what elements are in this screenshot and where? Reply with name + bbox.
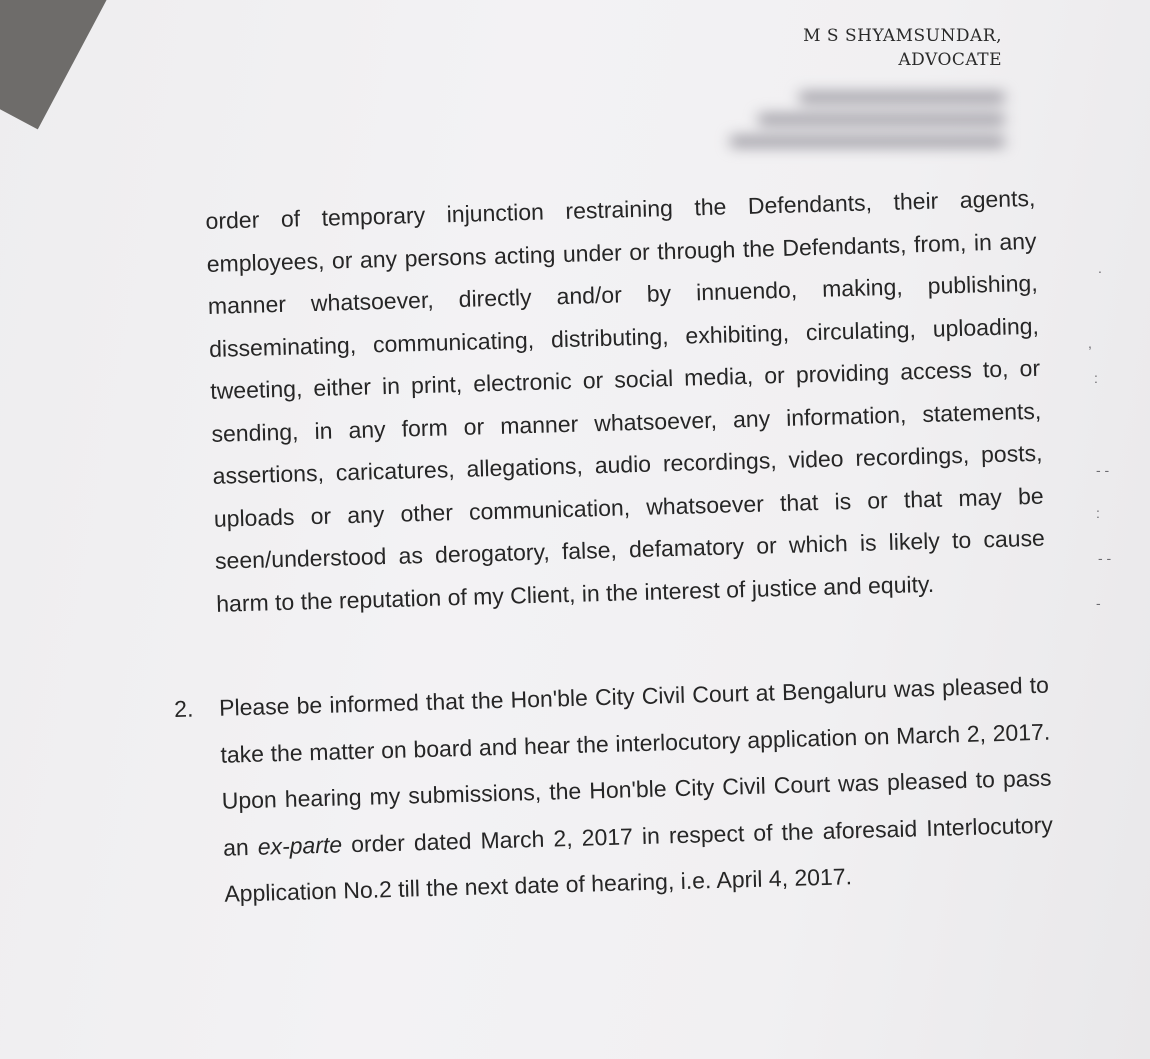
letterhead — [803, 24, 1002, 72]
page-corner-shadow — [0, 0, 108, 129]
paragraph-number: 2. — [173, 695, 194, 723]
paragraph-continued: order of temporary injunction restraining the Defendants, their agents, employees, or any persons acting under or through the Defendants, from, in any manner whatsoever, directly and/or by innuendo, making, publishing, disseminating, communicating, distributing, exhibiting, circulating, uploading, tweeting, either in print, electronic or social media, or providing access to, or sending, in any form or manner whatsoever, any information, statements, assertions, caricatures, allegations, audio recordings, video recordings, posts, uploads or any other communication, whatsoever that is or that may be seen/understood as derogatory, false, defamatory or which is likely to cause harm to the reputation of my Client, in the interest of justice and equity. — [205, 184, 1046, 617]
document-page: M S SHYAMSUNDAR, ADVOCATE order of temporary injunction restraining the Defendants, their agents, employees, or any persons acting under or through the Defendants, from, in any manner whatsoever, directly and/or by innuendo, making, publishing, disseminating, communicating, distributing, exhibiting, circulating, uploading, tweeting, either in print, electronic or social media, or providing access to, or sending, in any form or manner whatsoever, any information, statements, assertions, caricatures, allegations, audio recordings, video recordings, posts, uploads or any other communication, whatsoever that is or that may be seen/understood as derogatory, false, defamatory or which is likely to cause harm to the reputation of my Client, in the interest of justice and equity. 2. Please be informed that the Hon'ble City Civil Court at Bengaluru was pleased to take the matter on board and hear the interlocutory application on March 2, 2017. Upon hearing my submissions, the Hon'ble City Civil Court was pleased to pass an ex-parte order dated March 2, 2017 in respect of the aforesaid Interlocutory Application No.2 till the next date of hearing, i.e. April 4, 2017. . , : - - : - - - — [0, 0, 1150, 1059]
advocate-name: M S SHYAMSUNDAR, — [803, 26, 1002, 46]
letter-body — [173, 177, 1055, 917]
paragraph-2-text-end: order dated March 2, 2017 in respect of the aforesaid Interlocutory Application No.2 till the next date of hearing, i.e. April 4, 2017. — [224, 811, 1054, 907]
redacted-address — [730, 92, 1005, 162]
paragraph-2-italic: ex-parte — [257, 830, 343, 860]
paragraph-2 — [173, 662, 1055, 918]
paragraph-2-text-start: Please be informed that the Hon'ble City Civil Court at Bengaluru was pleased to take the matter on board and hear the interlocutory application on March 2, 2017. Upon hearing my submissions, the Hon'ble City Civil Court was pleased to pass an — [218, 671, 1052, 861]
advocate-title: ADVOCATE — [898, 50, 1002, 70]
